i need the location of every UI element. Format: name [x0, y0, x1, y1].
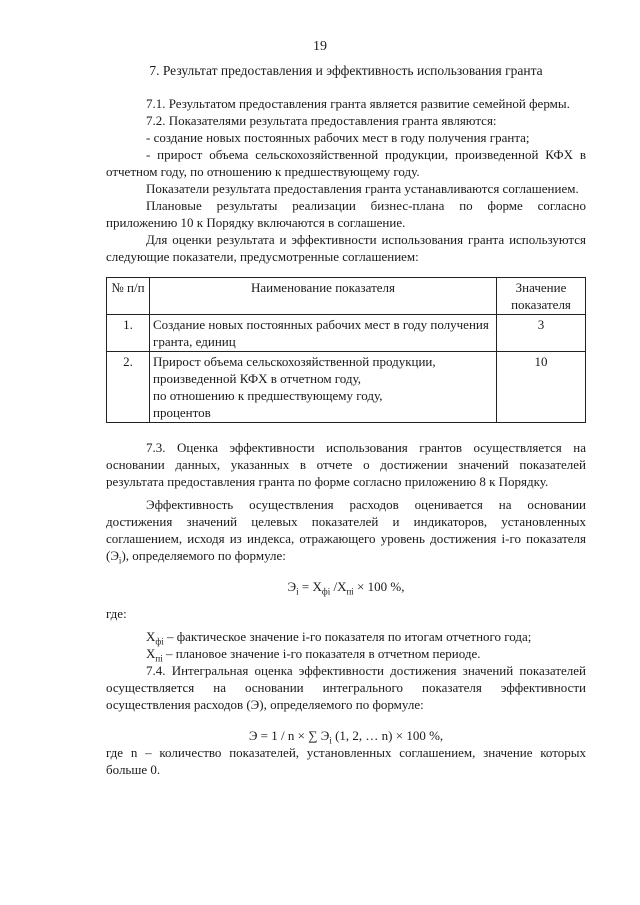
document-body — [106, 62, 586, 778]
row-2-name-line: по отношению к предшествующему году, — [153, 388, 383, 403]
row-1-number: 1. — [107, 315, 150, 352]
page-number: 19 — [313, 39, 327, 54]
paragraph-indicators: Показатели результата предоставления гранта устанавливаются соглашением. — [146, 181, 579, 196]
paragraph-7-2-item-2: - прирост объема сельскохозяйственной продукции, произведенной КФХ в отчетном году, по отношению к предшествующему году. — [106, 147, 586, 179]
row-2-number: 2. — [107, 352, 150, 423]
row-2-name-line: процентов — [153, 405, 211, 420]
paragraph-7-4: 7.4. Интегральная оценка эффективности достижения значений показателей осуществляется на основании интегрального показателя эффективности осуществления расходов (Э), определяемого по формуле: — [106, 663, 586, 712]
table-row — [107, 315, 586, 352]
header-number: № п/п — [107, 278, 150, 315]
paragraph-evaluation: Для оценки результата и эффективности использования гранта используются следующие показатели, предусмотренные соглашением: — [106, 232, 586, 264]
section-title: 7. Результат предоставления и эффективность использования гранта — [149, 63, 543, 78]
definition-planned: $Х_{пi}$ – плановое значение i-го показателя в отчетном периоде. — [146, 646, 481, 664]
row-1-value: 3 — [497, 315, 586, 352]
paragraph-7-3: 7.3. Оценка эффективности использования грантов осуществляется на основании данных, указанных в отчете о достижении значений показателей результата предоставления гранта по форме согласно приложению 8 к Порядку. — [106, 440, 586, 489]
row-2-name-line: произведенной КФХ в отчетном году, — [153, 371, 361, 386]
table-row — [107, 352, 586, 423]
table-header-row — [107, 278, 586, 315]
header-name: Наименование показателя — [150, 278, 497, 315]
header-value: Значение показателя — [497, 278, 586, 315]
paragraph-plan: Плановые результаты реализации бизнес-плана по форме согласно приложению 10 к Порядку включаются в соглашение. — [106, 198, 586, 230]
where-label: где: — [106, 606, 127, 621]
paragraph-7-2-intro: 7.2. Показателями результата предоставления гранта являются: — [146, 113, 497, 128]
row-2-name — [150, 352, 497, 423]
row-2-value: 10 — [497, 352, 586, 423]
paragraph-7-2-item-1: - создание новых постоянных рабочих мест в году получения гранта; — [146, 130, 530, 145]
paragraph-7-1: 7.1. Результатом предоставления гранта является развитие семейной фермы. — [146, 96, 570, 111]
row-1-name: Создание новых постоянных рабочих мест в году получения гранта, единиц — [150, 315, 497, 352]
paragraph-efficiency: Эффективность осуществления расходов оценивается на основании достижения значений целевых показателей и индикаторов, установленных соглашением, исходя из индекса, отражающего уровень достижения i-го показателя $(Э_i)$, определяемого по формуле: — [106, 497, 586, 566]
indicators-table — [106, 277, 586, 423]
where-note: где n – количество показателей, установленных соглашением, значение которых больше 0. — [106, 745, 586, 777]
formula-index: $Э_i = Х_{фi}$ $/Х_{пi} \times 100$ %, — [287, 579, 405, 597]
definition-actual: $Х_{фi}$ – фактическое значение i-го показателя по итогам отчетного года; — [146, 629, 532, 647]
row-2-name-line: Прирост объема сельскохозяйственной продукции, — [153, 354, 436, 369]
formula-integral: Э = 1 / n × ∑ $Э_i$ (1, 2, … n) × 100 %, — [248, 728, 444, 746]
